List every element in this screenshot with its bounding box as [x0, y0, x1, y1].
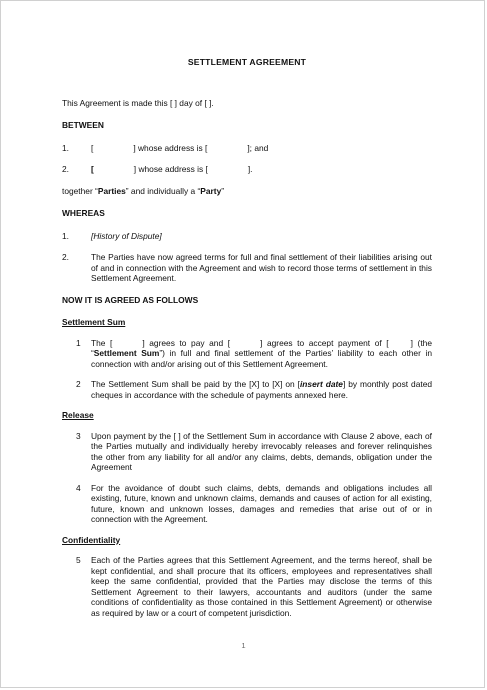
clause-text: Upon payment by the [ ] of the Settlement Sum in accordance with Clause 2 above, each of the Parties mutually and individually hereby irrevocably releases and forever relinquishes the other from any liability for all and/or any claims, debts, demands, obligation under the Agreement [91, 430, 432, 472]
clause-2 [62, 379, 432, 400]
recital-number: 2. [62, 252, 69, 262]
clause-1 [62, 338, 432, 370]
section-heading-release: Release [62, 410, 94, 420]
clause-number: 1 [76, 337, 81, 348]
clause-text: The Settlement Sum shall be paid by the [X] to [X] on [insert date] by monthly post dated cheques in accordance with the schedule of payments annexed here. [91, 379, 433, 400]
section-heading-settlement-sum: Settlement Sum [62, 317, 126, 327]
clause-number: 2 [76, 379, 81, 389]
clause-text: For the avoidance of doubt such claims, debts, demands and obligations includes all existing, future, known and unknown claims, demands and causes of action for all existing, future, known and unknown losses, damages and remedies that arise out of or in connection with the Agreement. [91, 482, 432, 524]
between-heading: BETWEEN [62, 120, 104, 130]
party-2 [62, 164, 432, 175]
document-title: SETTLEMENT AGREEMENT [187, 57, 307, 67]
recital-1 [62, 231, 432, 242]
whereas-heading: WHEREAS [62, 208, 105, 218]
made-line: This Agreement is made this [ ] day of [ ]. [62, 97, 214, 108]
recital-text: The Parties have now agreed terms for full and final settlement of their liabilities arising out of and in connection with the Agreement and wish to record those terms of settlement in this Settlement Agreement. [91, 252, 432, 283]
party-text: [ ] whose address is [ ]; and [91, 142, 269, 153]
clause-text: Each of the Parties agrees that this Settlement Agreement, and the terms hereof, shall be kept confidential, and shall procure that its officers, employees and representatives shall keep the same confidential, provided that the Parties may disclose the terms of this Settlement Agreement to their lawyers, accountants and auditors (under the same conditions of confidentiality as those contained in this Settlement Agreement) or otherwise as required by law or a court of competent jurisdiction. [91, 555, 432, 618]
clause-3 [62, 431, 432, 473]
together-line: together “Parties” and individually a “Party” [62, 185, 225, 196]
party-1 [62, 143, 432, 154]
clause-number: 3 [76, 430, 81, 441]
clause-4 [62, 483, 432, 525]
document-body [62, 57, 432, 628]
recital-2 [62, 252, 432, 284]
clause-number: 5 [76, 555, 81, 565]
section-heading-confidentiality: Confidentiality [62, 534, 121, 545]
now-agreed-heading: NOW IT IS AGREED AS FOLLOWS [62, 294, 199, 305]
recital-text: [History of Dispute] [91, 230, 162, 241]
page-number: 1 [241, 641, 246, 650]
clause-5 [62, 555, 432, 618]
party-number: 2. [62, 164, 69, 174]
party-text: [ ] whose address is [ ]. [91, 164, 253, 174]
clause-text: The [ ] agrees to pay and [ ] agrees to accept payment of [ ] (the “Settlement Sum”) in full and final settlement of the Parties’ liability to each other in connection with and/or arising out of this Settlement Agreement. [91, 337, 432, 369]
party-number: 1. [62, 142, 69, 153]
clause-number: 4 [76, 482, 81, 493]
recital-number: 1. [62, 230, 69, 241]
